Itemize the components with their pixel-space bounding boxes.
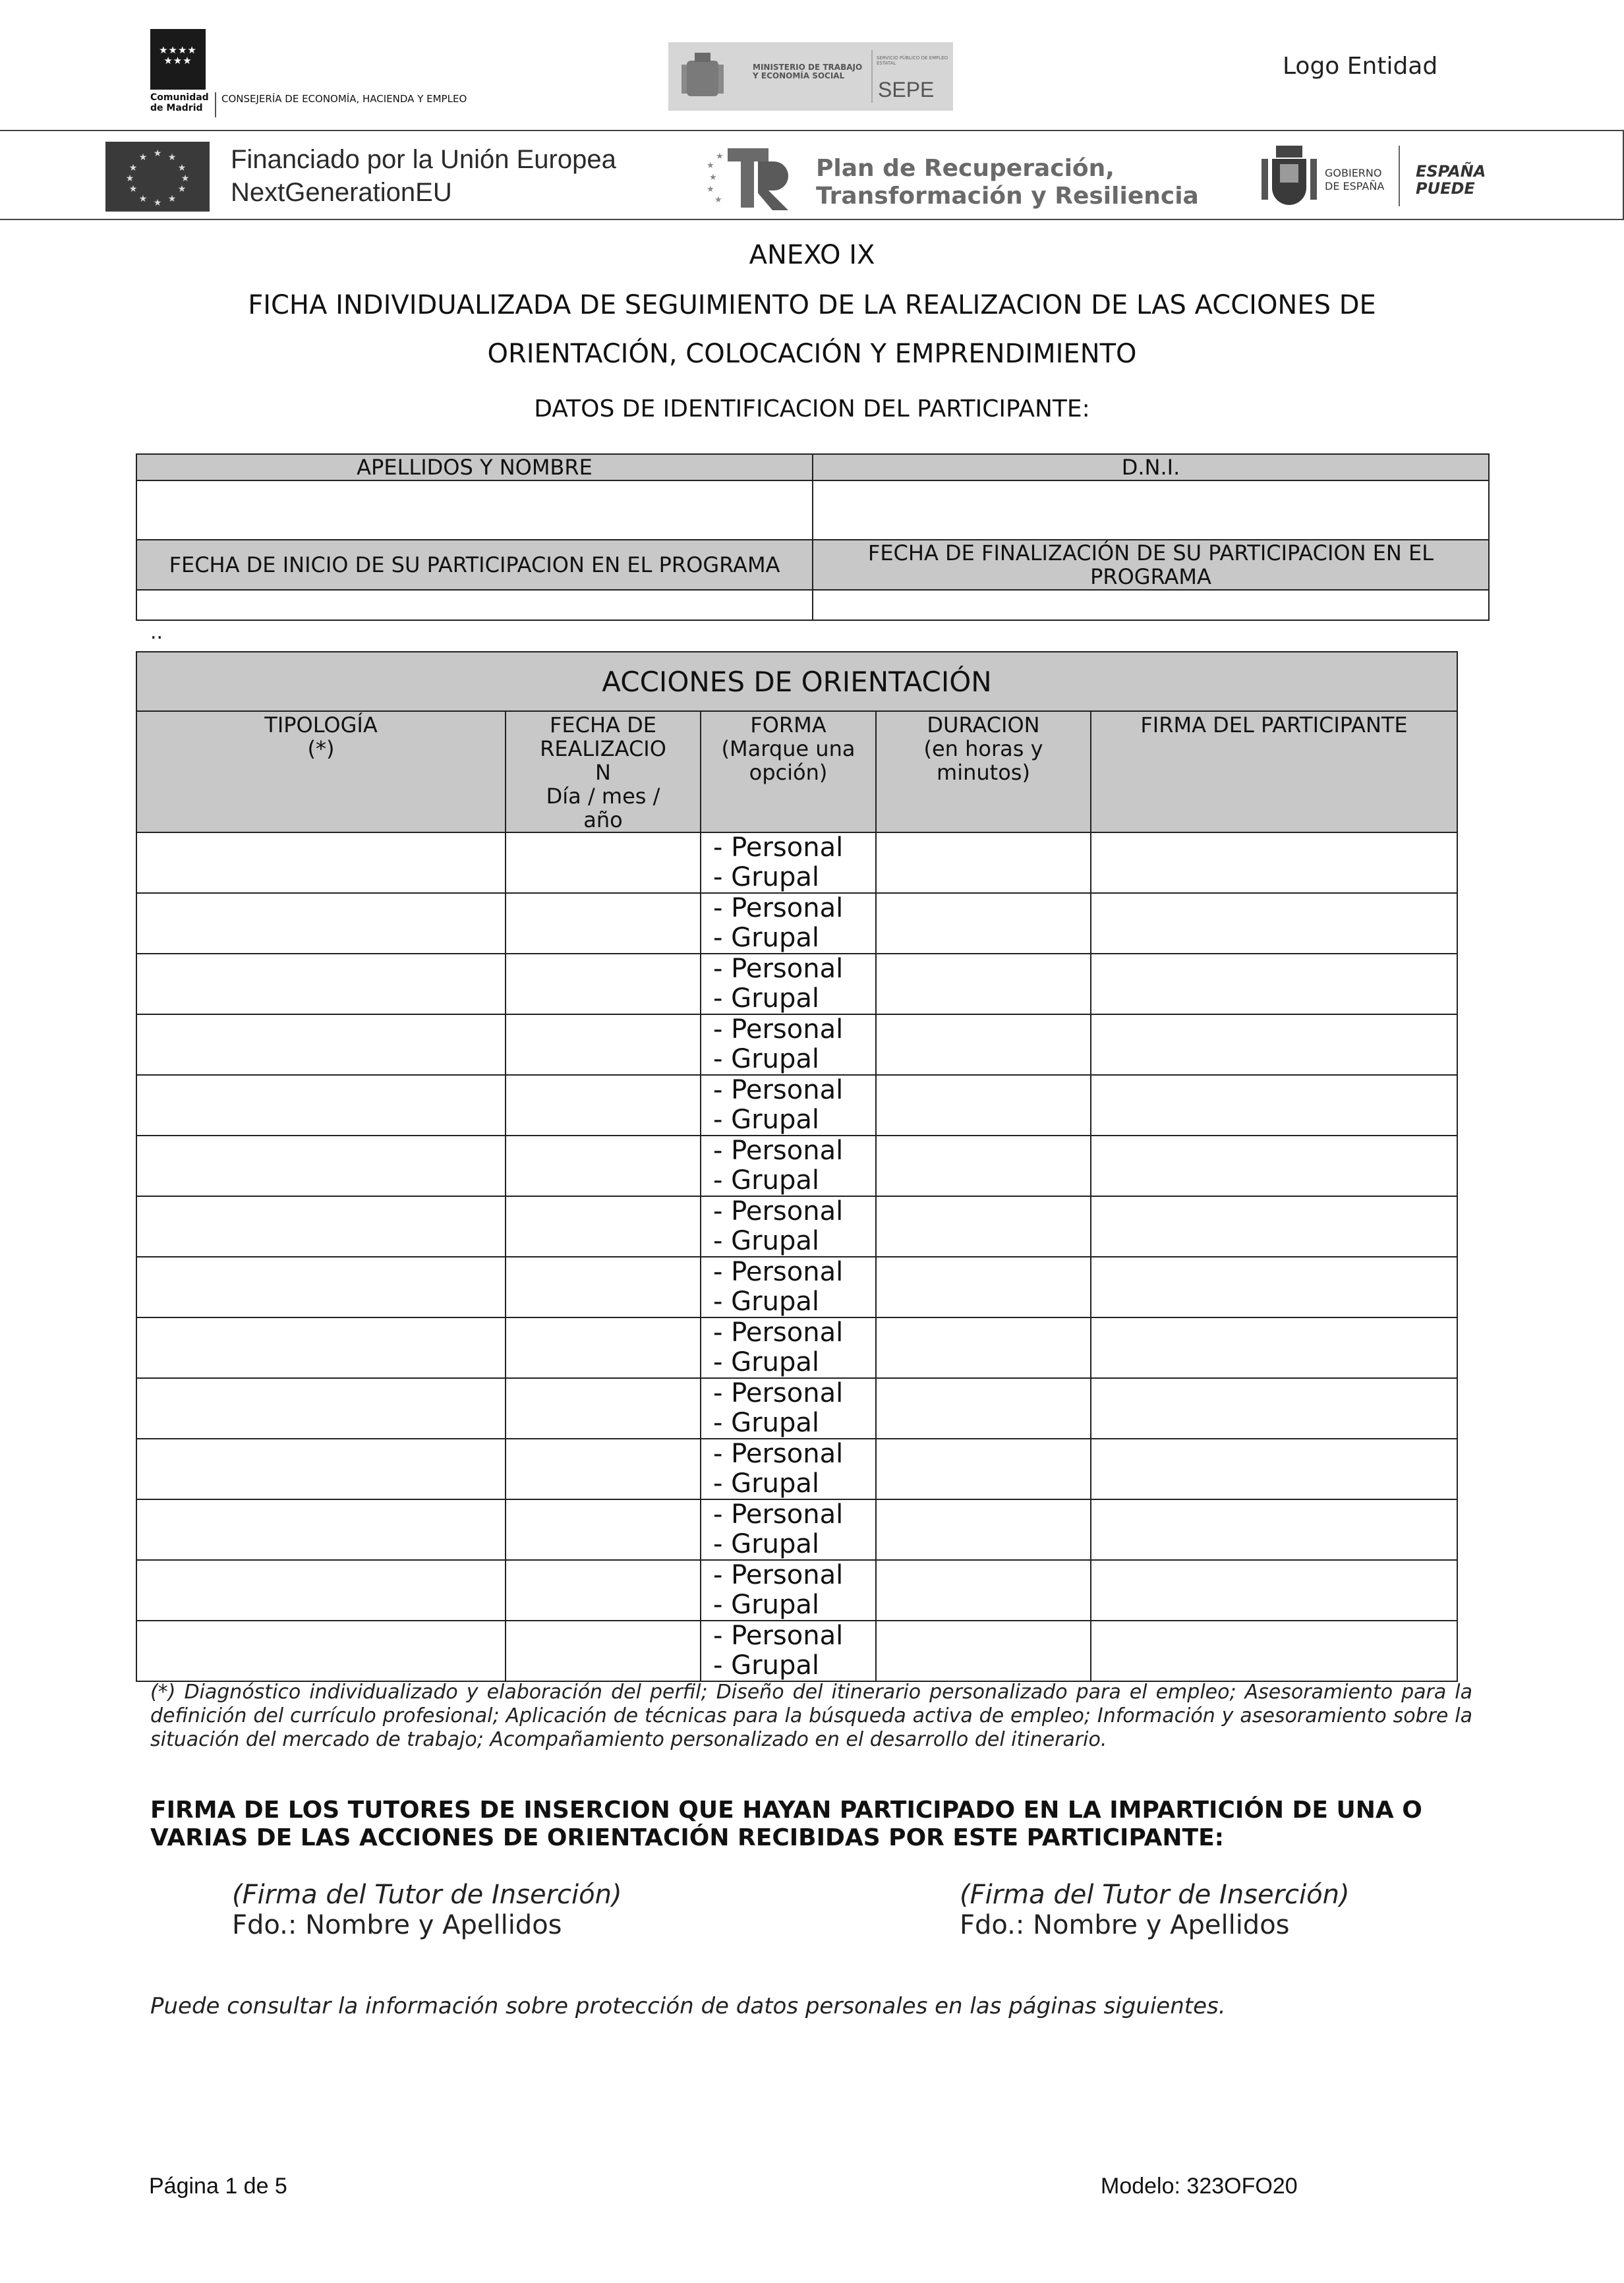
- forma-option-grupal[interactable]: - Grupal: [713, 1165, 819, 1196]
- table-row: [136, 954, 1457, 1014]
- col-tipologia: TIPOLOGÍA (*): [136, 711, 506, 832]
- dots: ..: [150, 621, 163, 644]
- fecha-cell[interactable]: [506, 1196, 701, 1257]
- spain-coat-of-arms-icon: [1256, 143, 1322, 209]
- fecha-cell[interactable]: [506, 954, 701, 1014]
- forma-cell[interactable]: [701, 1075, 876, 1136]
- tipologia-cell[interactable]: [136, 1621, 506, 1681]
- madrid-flag-icon: ★★★★ ★★★: [150, 29, 206, 90]
- forma-option-personal[interactable]: - Personal: [713, 954, 844, 984]
- fecha-cell[interactable]: [506, 1257, 701, 1317]
- forma-option-grupal[interactable]: - Grupal: [713, 983, 819, 1014]
- start-date-header: FECHA DE INICIO DE SU PARTICIPACION EN EL PROGRAMA: [136, 540, 813, 590]
- tipologia-cell[interactable]: [136, 954, 506, 1014]
- cm-name: Comunidad de Madrid: [150, 92, 209, 113]
- funding-logo-band: [0, 130, 1624, 220]
- duracion-cell[interactable]: [876, 1257, 1091, 1317]
- svg-text:★: ★: [129, 163, 138, 173]
- tutor-signature-label: (Firma del Tutor de Inserción): [960, 1880, 1350, 1910]
- svg-text:★: ★: [138, 194, 148, 204]
- eu-flag-icon: [105, 142, 210, 212]
- tipologia-cell[interactable]: [136, 1439, 506, 1499]
- fecha-cell[interactable]: [506, 1439, 701, 1499]
- fecha-cell[interactable]: [506, 1136, 701, 1196]
- forma-cell[interactable]: [701, 1014, 876, 1075]
- tipologia-cell[interactable]: [136, 832, 506, 893]
- forma-cell[interactable]: [701, 893, 876, 954]
- orientation-actions-table: [136, 651, 1458, 1682]
- sepe-divider: [871, 50, 873, 103]
- form-title-line-1: FICHA INDIVIDUALIZADA DE SEGUIMIENTO DE LA REALIZACION DE LAS ACCIONES DE: [248, 290, 1376, 320]
- forma-option-grupal[interactable]: - Grupal: [713, 1650, 819, 1681]
- duracion-cell[interactable]: [876, 1560, 1091, 1621]
- table-row: [136, 893, 1457, 954]
- tutor-name-label: Fdo.: Nombre y Apellidos: [232, 1910, 562, 1940]
- privacy-notice: Puede consultar la información sobre protección de datos personales en las páginas siguientes.: [150, 1993, 1226, 2019]
- forma-option-grupal[interactable]: - Grupal: [713, 1044, 819, 1074]
- firma-cell[interactable]: [1091, 1499, 1457, 1560]
- forma-option-grupal[interactable]: - Grupal: [713, 1468, 819, 1499]
- fecha-cell[interactable]: [506, 1621, 701, 1681]
- prtr-logo-icon: [705, 142, 798, 214]
- model-code: Modelo: 323OFO20: [1101, 2174, 1298, 2199]
- end-date-field[interactable]: [813, 590, 1489, 620]
- svg-text:★: ★: [125, 173, 134, 184]
- table-row: [136, 1317, 1457, 1378]
- forma-option-personal[interactable]: - Personal: [713, 893, 844, 923]
- firma-cell[interactable]: [1091, 1621, 1457, 1681]
- duracion-cell[interactable]: [876, 1196, 1091, 1257]
- table-row: [136, 1196, 1457, 1257]
- fecha-cell[interactable]: [506, 1499, 701, 1560]
- participant-id-table: [136, 453, 1490, 621]
- tipologia-cell[interactable]: [136, 1196, 506, 1257]
- tipologia-cell[interactable]: [136, 1075, 506, 1136]
- espana-puede-text: ESPAÑA PUEDE: [1416, 162, 1486, 198]
- forma-option-grupal[interactable]: - Grupal: [713, 1347, 819, 1377]
- firma-cell[interactable]: [1091, 893, 1457, 954]
- svg-text:★: ★: [716, 152, 724, 161]
- col-duracion: DURACION (en horas y minutos): [876, 711, 1091, 832]
- dni-header: D.N.I.: [813, 454, 1489, 480]
- svg-text:★: ★: [707, 161, 714, 171]
- duracion-cell[interactable]: [876, 1378, 1091, 1439]
- prtr-text: [816, 155, 1199, 210]
- ministry-name: MINISTERIO DE TRABAJO Y ECONOMÍA SOCIAL: [753, 63, 863, 80]
- forma-cell[interactable]: [701, 1439, 876, 1499]
- tipologia-cell[interactable]: [136, 1378, 506, 1439]
- eu-line-1: Financiado por la Unión Europea: [231, 145, 616, 174]
- tipologia-cell[interactable]: [136, 1257, 506, 1317]
- fecha-cell[interactable]: [506, 1560, 701, 1621]
- table-row: [136, 1014, 1457, 1075]
- forma-option-personal[interactable]: - Personal: [713, 1621, 844, 1651]
- svg-text:★: ★: [138, 152, 148, 163]
- svg-text:★: ★: [707, 185, 714, 194]
- sepe-subtitle: SERVICIO PÚBLICO DE EMPLEO ESTATAL: [877, 55, 948, 66]
- forma-option-personal[interactable]: - Personal: [713, 1378, 844, 1408]
- orientation-table-caption: ACCIONES DE ORIENTACIÓN: [136, 652, 1457, 711]
- tutor-signature-block-1: [232, 1880, 622, 1940]
- gobierno-separator: [1399, 146, 1400, 206]
- forma-option-grupal[interactable]: - Grupal: [713, 1105, 819, 1135]
- col-firma: FIRMA DEL PARTICIPANTE: [1091, 711, 1457, 832]
- spain-shield-icon: [682, 51, 724, 101]
- duracion-cell[interactable]: [876, 1439, 1091, 1499]
- forma-option-personal[interactable]: - Personal: [713, 1196, 844, 1227]
- forma-option-grupal[interactable]: - Grupal: [713, 862, 819, 892]
- forma-option-personal[interactable]: - Personal: [713, 1257, 844, 1287]
- tutor-signature-block-2: [960, 1880, 1350, 1940]
- firma-cell[interactable]: [1091, 1378, 1457, 1439]
- eu-line-2: NextGenerationEU: [231, 178, 452, 207]
- forma-cell[interactable]: [701, 1621, 876, 1681]
- table-row: [136, 1560, 1457, 1621]
- table-row: [136, 1136, 1457, 1196]
- duracion-cell[interactable]: [876, 954, 1091, 1014]
- table-row: [136, 1439, 1457, 1499]
- forma-option-personal[interactable]: - Personal: [713, 1136, 844, 1166]
- svg-text:★: ★: [153, 198, 162, 208]
- cm-separator: [215, 92, 216, 117]
- svg-text:★: ★: [714, 195, 722, 205]
- tutor-signature-label: (Firma del Tutor de Inserción): [232, 1880, 622, 1910]
- eu-funding-text: [231, 143, 616, 209]
- forma-option-personal[interactable]: - Personal: [713, 1560, 844, 1590]
- tipologia-cell[interactable]: [136, 1136, 506, 1196]
- forma-option-grupal[interactable]: - Grupal: [713, 1529, 819, 1559]
- firma-cell[interactable]: [1091, 1014, 1457, 1075]
- svg-text:★: ★: [177, 163, 187, 173]
- duracion-cell[interactable]: [876, 1621, 1091, 1681]
- table-row: [136, 1257, 1457, 1317]
- forma-cell[interactable]: [701, 1136, 876, 1196]
- svg-text:★: ★: [129, 184, 138, 194]
- firma-cell[interactable]: [1091, 1136, 1457, 1196]
- table-row: [136, 1621, 1457, 1681]
- section-title: DATOS DE IDENTIFICACION DEL PARTICIPANTE:: [534, 395, 1090, 422]
- form-title-line-2: ORIENTACIÓN, COLOCACIÓN Y EMPRENDIMIENTO: [487, 339, 1137, 369]
- forma-option-personal[interactable]: - Personal: [713, 1075, 844, 1105]
- forma-option-grupal[interactable]: - Grupal: [713, 1408, 819, 1438]
- fecha-cell[interactable]: [506, 1014, 701, 1075]
- fecha-cell[interactable]: [506, 1075, 701, 1136]
- fecha-cell[interactable]: [506, 832, 701, 893]
- duracion-cell[interactable]: [876, 1136, 1091, 1196]
- table-row: [136, 832, 1457, 893]
- logo-entidad-placeholder: Logo Entidad: [1283, 53, 1438, 80]
- tipologia-cell[interactable]: [136, 893, 506, 954]
- forma-cell[interactable]: [701, 1378, 876, 1439]
- ministerio-sepe-logo: [668, 42, 953, 111]
- svg-text:★: ★: [153, 148, 162, 159]
- tipologia-cell[interactable]: [136, 1317, 506, 1378]
- tipologia-cell[interactable]: [136, 1560, 506, 1621]
- duracion-cell[interactable]: [876, 1317, 1091, 1378]
- duracion-cell[interactable]: [876, 1014, 1091, 1075]
- gobierno-text: GOBIERNO DE ESPAÑA: [1325, 167, 1385, 192]
- forma-cell[interactable]: [701, 1317, 876, 1378]
- forma-option-grupal[interactable]: - Grupal: [713, 1226, 819, 1256]
- prtr-line-1: Plan de Recuperación,: [816, 155, 1115, 182]
- fecha-cell[interactable]: [506, 1317, 701, 1378]
- dni-field[interactable]: [813, 480, 1489, 540]
- firma-cell[interactable]: [1091, 1317, 1457, 1378]
- cm-department: CONSEJERÍA DE ECONOMÍA, HACIENDA Y EMPLEO: [221, 93, 467, 105]
- fecha-cell[interactable]: [506, 893, 701, 954]
- start-date-field[interactable]: [136, 590, 813, 620]
- forma-cell[interactable]: [701, 954, 876, 1014]
- forma-cell[interactable]: [701, 832, 876, 893]
- forma-cell[interactable]: [701, 1560, 876, 1621]
- page-header: [0, 0, 1624, 129]
- firma-cell[interactable]: [1091, 1196, 1457, 1257]
- svg-text:★: ★: [177, 184, 187, 194]
- col-fecha: FECHA DE REALIZACIO N Día / mes / año: [506, 711, 701, 832]
- svg-text:★: ★: [709, 173, 717, 183]
- forma-option-personal[interactable]: - Personal: [713, 832, 844, 863]
- table-row: [136, 1075, 1457, 1136]
- fecha-cell[interactable]: [506, 1378, 701, 1439]
- forma-option-personal[interactable]: - Personal: [713, 1439, 844, 1469]
- table-row: [136, 1378, 1457, 1439]
- typology-footnote: (*) Diagnóstico individualizado y elaboración del perfil; Diseño del itinerario personalizado para el empleo; Asesoramiento para la definición del currículo profesional; Aplicación de técnicas para la búsqueda activa de empleo; Información y asesoramiento sobre la situación del mercado de trabajo; Acompañamiento personalizado en el desarrollo del itinerario.: [150, 1681, 1472, 1751]
- end-date-header: FECHA DE FINALIZACIÓN DE SU PARTICIPACION EN EL PROGRAMA: [813, 540, 1489, 590]
- page-number: Página 1 de 5: [149, 2174, 287, 2199]
- duracion-cell[interactable]: [876, 1075, 1091, 1136]
- firma-cell[interactable]: [1091, 954, 1457, 1014]
- duracion-cell[interactable]: [876, 832, 1091, 893]
- forma-option-personal[interactable]: - Personal: [713, 1317, 844, 1348]
- svg-text:★: ★: [181, 173, 190, 184]
- firma-cell[interactable]: [1091, 832, 1457, 893]
- duracion-cell[interactable]: [876, 1499, 1091, 1560]
- firma-cell[interactable]: [1091, 1075, 1457, 1136]
- forma-option-grupal[interactable]: - Grupal: [713, 1286, 819, 1317]
- svg-text:★: ★: [167, 194, 177, 204]
- firma-cell[interactable]: [1091, 1257, 1457, 1317]
- name-header: APELLIDOS Y NOMBRE: [136, 454, 813, 480]
- tutor-name-label: Fdo.: Nombre y Apellidos: [960, 1910, 1290, 1940]
- forma-option-personal[interactable]: - Personal: [713, 1014, 844, 1045]
- name-field[interactable]: [136, 480, 813, 540]
- comunidad-madrid-logo: [150, 29, 467, 113]
- duracion-cell[interactable]: [876, 893, 1091, 954]
- forma-option-personal[interactable]: - Personal: [713, 1499, 844, 1530]
- table-row: [136, 1499, 1457, 1560]
- firma-cell[interactable]: [1091, 1560, 1457, 1621]
- col-forma: FORMA (Marque una opción): [701, 711, 876, 832]
- forma-cell[interactable]: [701, 1196, 876, 1257]
- forma-option-grupal[interactable]: - Grupal: [713, 923, 819, 953]
- annex-title: ANEXO IX: [749, 240, 875, 270]
- forma-cell[interactable]: [701, 1257, 876, 1317]
- forma-cell[interactable]: [701, 1499, 876, 1560]
- firma-cell[interactable]: [1091, 1439, 1457, 1499]
- sepe-name: SEPE: [878, 78, 935, 101]
- tipologia-cell[interactable]: [136, 1499, 506, 1560]
- tipologia-cell[interactable]: [136, 1014, 506, 1075]
- svg-text:★: ★: [167, 152, 177, 163]
- tutors-signature-title: FIRMA DE LOS TUTORES DE INSERCION QUE HAYAN PARTICIPADO EN LA IMPARTICIÓN DE UNA O VARIAS DE LAS ACCIONES DE ORIENTACIÓN RECIBIDAS POR ESTE PARTICIPANTE:: [150, 1797, 1422, 1851]
- forma-option-grupal[interactable]: - Grupal: [713, 1590, 819, 1620]
- prtr-line-2: Transformación y Resiliencia: [816, 183, 1199, 210]
